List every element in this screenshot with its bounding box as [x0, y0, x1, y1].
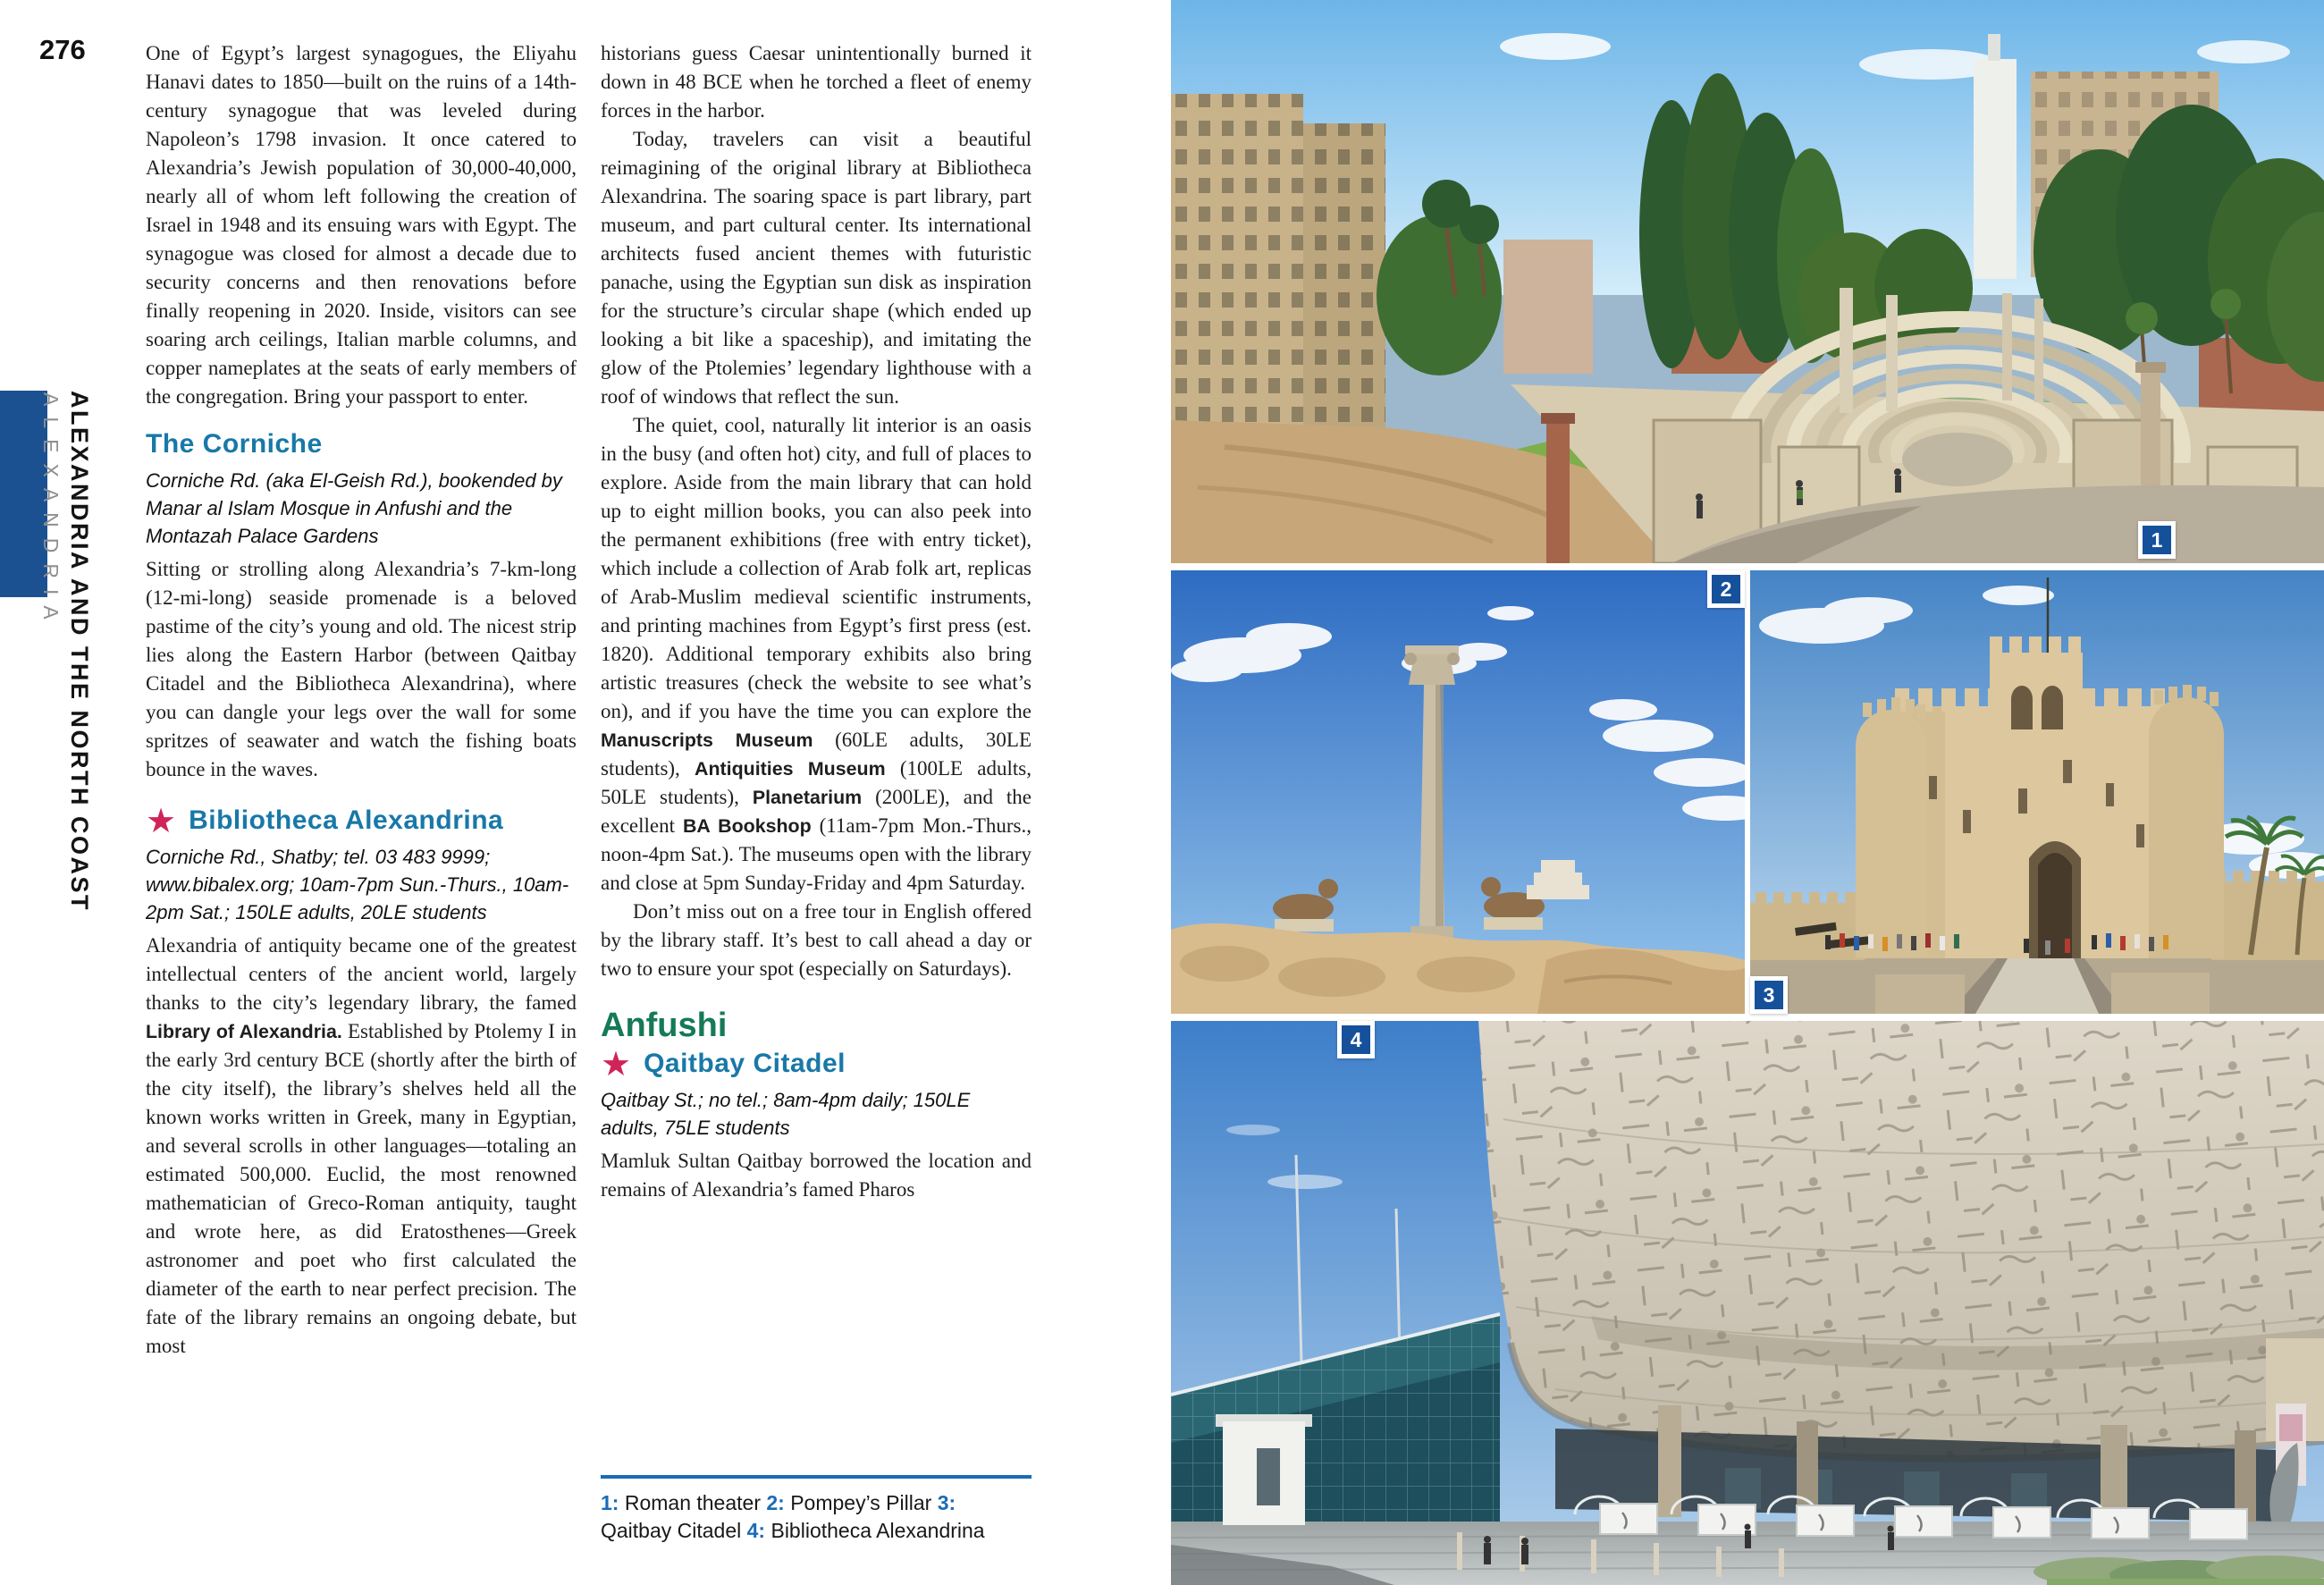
- caption-text-3: Qaitbay Citadel: [601, 1519, 747, 1542]
- caption-text-4: Bibliotheca Alexandrina: [765, 1519, 985, 1542]
- photo-pompeys-pillar: [1171, 570, 1745, 1014]
- paragraph-corniche: Sitting or strolling along Alexandria’s 7-km-long (12-mi-long) seaside promenade is a beloved pastime of the city’s young and old. The nicest strip lies along the Eastern Harbor (between Qaitbay Citadel and the Bibliotheca Alexandrina), where you can dangle your legs over the wall for some spritzes of seawater and watch the fishing boats bounce in the waves.: [146, 558, 577, 780]
- listing-details-qaitbay: Qaitbay St.; no tel.; 8am-4pm daily; 150LE adults, 75LE students: [601, 1089, 971, 1139]
- star-icon: ★: [146, 801, 177, 840]
- bold-ba-bookshop: BA Bookshop: [682, 815, 812, 837]
- bold-library-of-alexandria: Library of Alexandria.: [146, 1021, 342, 1042]
- photo-qaitbay-citadel: [1750, 570, 2324, 1014]
- pompeys-pillar-illustration: [1171, 570, 1745, 1014]
- paragraph-segment: Established by Ptolemy I in the early 3rd century BCE (shortly after the birth of the city itself), the library’s shelves held all the known works written in Greek, many in Egyptian, and several scrolls in other languages—totaling an estimated 500,000. Euclid, the most renowned mathematician of Greco-Roman antiquity, taught and wrote here, as did Eratosthenes—Greek astronomer and poet who first calculated the diameter of the earth to near perfect precision. The fate of the library remains an ongoing debate, but most: [146, 1020, 577, 1357]
- caption-number-2: 2:: [766, 1491, 785, 1514]
- heading-bibliotheca-alexandrina: Bibliotheca Alexandrina: [189, 805, 504, 835]
- paragraph-segment: Alexandria of antiquity became one of the greatest intellectual centers of the ancient world, largely thanks to the city’s legendary library, the famed: [146, 934, 577, 1014]
- paragraph-segment: (11am-7pm Mon.-Thurs., noon-4pm Sat.). The museums open with the library and close at 5pm Sunday-Friday and 4pm Saturday.: [601, 814, 1031, 894]
- paragraph-bibliotheca: [146, 932, 577, 1361]
- caption-number-1: 1:: [601, 1491, 619, 1514]
- roman-theater-illustration: [1171, 0, 2324, 563]
- photo-number-badge-1: 1: [2138, 521, 2176, 559]
- heading-anfushi: Anfushi: [601, 1007, 728, 1044]
- paragraph-segment: (60LE adults, 30LE students),: [601, 729, 1032, 780]
- sidebar-chapter-title: ALEXANDRIA AND THE NORTH COAST: [66, 391, 93, 912]
- heading-row-bibliotheca: [146, 801, 577, 840]
- text-column-right: [601, 39, 1031, 1204]
- paragraph-segment: (100LE adults, 50LE students),: [601, 757, 1031, 808]
- heading-row-qaitbay: [601, 1044, 1031, 1083]
- bibliotheca-alexandrina-illustration: [1171, 1021, 2324, 1585]
- caption-number-3: 3:: [937, 1491, 956, 1514]
- paragraph-today-travelers: Today, travelers can visit a beautiful reimagining of the original library at Bibliotheca Alexandrina. The soaring space is part library, part museum, and part cultural center. Its international architects fused ancient themes with futuristic panache, using the Egyptian sun disk as inspiration for the structure’s circular shape (which ended up looking a bit like a spaceship), and imitating the glow of the Ptolemies’ legendary lighthouse with a roof of windows that reflect the sun.: [601, 128, 1031, 408]
- paragraph-qaitbay: Mamluk Sultan Qaitbay borrowed the location and remains of Alexandria’s famed Pharos: [601, 1150, 1031, 1201]
- bold-antiquities-museum: Antiquities Museum: [695, 758, 886, 780]
- paragraph-segment: (200LE), and the excellent: [601, 786, 1031, 837]
- listing-details-corniche: Corniche Rd. (aka El-Geish Rd.), bookended by Manar al Islam Mosque in Anfushi and the Montazah Palace Gardens: [146, 469, 562, 547]
- listing-details-bibliotheca: Corniche Rd., Shatby; tel. 03 483 9999; www.bibalex.org; 10am-7pm Sun.-Thurs., 10am-2pm Sat.; 150LE adults, 20LE students: [146, 846, 569, 923]
- page-number: 276: [39, 34, 86, 65]
- caption-text-1: Roman theater: [619, 1491, 767, 1514]
- heading-the-corniche: The Corniche: [146, 429, 323, 459]
- heading-qaitbay-citadel: Qaitbay Citadel: [644, 1049, 846, 1078]
- caption-text-2: Pompey’s Pillar: [784, 1491, 938, 1514]
- qaitbay-citadel-illustration: [1750, 570, 2324, 1014]
- caption-number-4: 4:: [746, 1519, 766, 1542]
- sidebar-section-title: ALEXANDRIA: [39, 392, 63, 630]
- paragraph-interior: [601, 411, 1031, 898]
- photo-bibliotheca-alexandrina: [1171, 1021, 2324, 1585]
- photo-number-badge-4: 4: [1337, 1021, 1375, 1058]
- photo-number-badge-2: 2: [1707, 570, 1745, 608]
- text-column-left: [146, 39, 577, 1361]
- bold-manuscripts-museum: Manuscripts Museum: [601, 729, 813, 751]
- paragraph-synagogue: One of Egypt’s largest synagogues, the Eliyahu Hanavi dates to 1850—built on the ruins of a 14th-century synagogue that was leveled during Napoleon’s 1798 invasion. It once catered to Alexandria’s Jewish population of 30,000-40,000, nearly all of whom left following the creation of Israel in 1948 and its ensuing wars with Egypt. The synagogue was closed for almost a decade due to security concerns and then renovations before finally reopening in 2020. Inside, visitors can see soaring arch ceilings, Italian marble columns, and copper nameplates at the seats of early members of the congregation. Bring your passport to enter.: [146, 42, 577, 408]
- paragraph-free-tour: Don’t miss out on a free tour in English offered by the library staff. It’s best to call ahead a day or two to ensure your spot (especially on Saturdays).: [601, 900, 1031, 980]
- photo-roman-theater: [1171, 0, 2324, 563]
- bold-planetarium: Planetarium: [752, 787, 863, 808]
- photo-number-badge-3: 3: [1750, 976, 1788, 1014]
- photo-caption: [601, 1475, 1031, 1545]
- star-icon: ★: [601, 1044, 632, 1083]
- paragraph-segment: The quiet, cool, naturally lit interior is an oasis in the busy (and often hot) city, and full of places to explore. Aside from the main library that can hold up to eight million books, you can also peek into the permanent exhibitions (free with entry ticket), which include a collection of Arab folk art, replicas of Arab-Muslim medieval scientific instruments, and printing machines from Egypt’s first press (est. 1820). Additional temporary exhibits also bring artistic treasures (check the website to see what’s on), and if you have the time you can explore the: [601, 414, 1031, 722]
- paragraph-caesar: historians guess Caesar unintentionally burned it down in 48 BCE when he torched a fleet of enemy forces in the harbor.: [601, 42, 1031, 122]
